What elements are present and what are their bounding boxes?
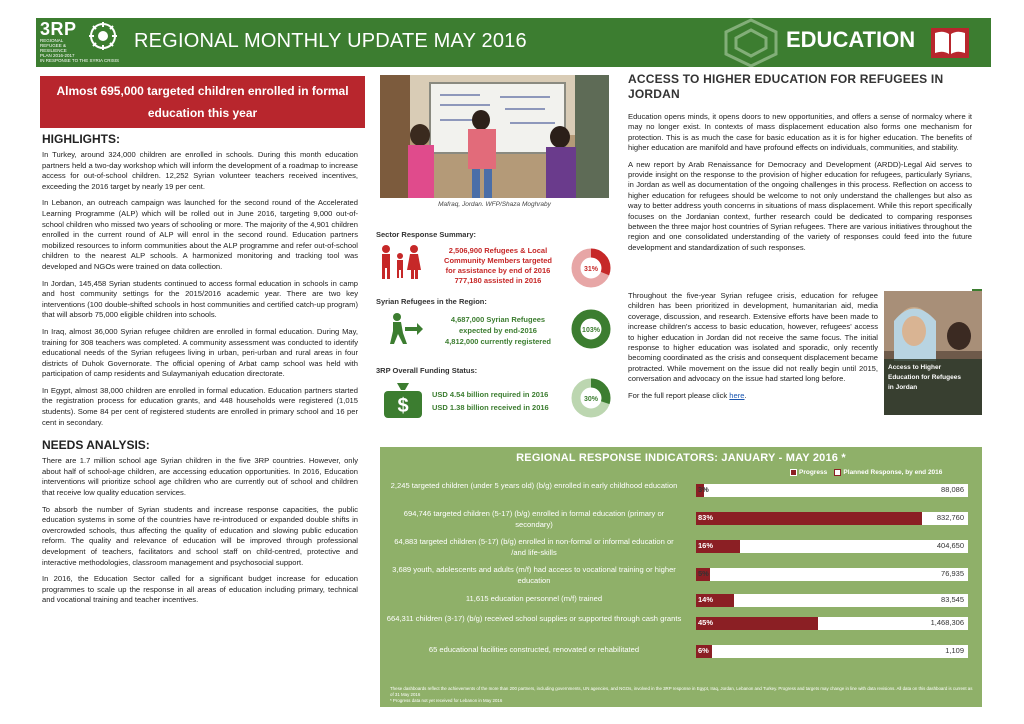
indicator-bar (696, 484, 968, 497)
article-paragraph: Education opens minds, it opens doors to new opportunities, and offers a sense of normalcy where it may no longer exist. In contexts of mass displacement education also forms one mechanism for protection. This is as much the case for basic education as it is for higher education. The benefits of higher education are manifold and have profound effects on individuals, communities, and stability. (628, 112, 972, 153)
sector-assisted-line: 777,180 assisted in 2016 (454, 276, 542, 285)
report-cover-image (884, 291, 982, 415)
indicators-legend (790, 469, 942, 476)
sector-target-line1: 2,506,900 Refugees & Local (448, 246, 548, 255)
sector-progress-donut (570, 247, 612, 289)
indicator-bar (696, 512, 968, 525)
indicator-progress-label: 83% (698, 513, 714, 522)
indicator-bar (696, 617, 968, 630)
full-report-link[interactable]: here (729, 390, 745, 400)
indicator-target: 832,760 (936, 513, 964, 522)
logo-line: REFUGEE & (40, 43, 67, 48)
highlight-paragraph: In Lebanon, an outreach campaign was launched for the second round of the Accelerated Learning Programme (ALP) which will be rolled out in June 2016, targeting 9,000 out-of-school children who missed two years of schooling or more. The majority of the 4,901 children enrolled in the current round of ALP will enrol in the second round. Education partners mobilized resources to inform communities about the ALP programme and refer out-of-school children to the nearest ALP schools. A harmonized monitoring and tracking tool was developed and NGOs were trained on data collection. (42, 198, 358, 271)
refugees-registered-line: 4,812,000 currently registered (445, 337, 551, 346)
article-title: ACCESS TO HIGHER EDUCATION FOR REFUGEES IN JORDAN (628, 72, 944, 101)
funding-label: 3RP Overall Funding Status: (376, 366, 478, 375)
indicator-progress-fill (696, 512, 922, 525)
refugees-label: Syrian Refugees in the Region: (376, 297, 487, 306)
needs-analysis-title: NEEDS ANALYSIS: (42, 438, 150, 453)
indicator-label: 2,245 targeted children (under 5 years old) (b/g) enrolled in early childhood education (390, 481, 678, 490)
watermark-emblem-icon (716, 18, 786, 67)
indicator-target: 1,109 (945, 646, 964, 655)
needs-paragraph: There are 1.7 million school age Syrian children in the five 3RP countries. However, only about half of school-age children, are accessing education opportunities. In 2016, Education interventions will prioritize school age children who are currently out of school and children that receive low quality education services. (42, 456, 358, 498)
report-cover-line: Access to Higher (888, 364, 942, 371)
indicator-bar (696, 568, 968, 581)
funding-required-line: USD 4.54 billion required in 2016 (432, 390, 549, 399)
report-cover-line: Education for Refugees (888, 374, 961, 381)
logo-line: IN RESPONSE TO THE SYRIA CRISIS (40, 58, 120, 63)
indicator-target: 404,650 (936, 541, 964, 550)
highlight-paragraph: In Jordan, 145,458 Syrian students continued to access formal education in schools in camp and host community settings for the 2015/2016 academic year. There are two key interventions (100 double-shifted schools in host communities and certified catch-up program) that will absorb 75,000 eligible children into schools. (42, 278, 358, 320)
highlight-paragraph: In Turkey, around 324,000 children are enrolled in schools. During this month education partners held a two-day workshop which will inform the development of a roadmap to increase access for out-of-school children. 12,252 Syrian volunteer teachers received incentives, exceeding the 2016 target by nearly 19 per cent. (42, 150, 358, 191)
needs-paragraph: To absorb the number of Syrian students and increase response capacities, the public education systems in some of the countries have re-introduced or expanded double shifts in overcrowded schools, thus affecting the quality of education and slowing public education reform. The quality and relevance of education will be improved through professional development of teachers, facilitators and school staff on child-centred, protective and interactive methodologies, classroom management and psychosocial support. (42, 504, 358, 567)
indicator-progress-label: 6% (698, 646, 709, 655)
indicator-bar (696, 594, 968, 607)
indicator-target: 83,545 (941, 595, 964, 604)
highlight-paragraph: In Iraq, almost 36,000 Syrian refugee children are enrolled in formal education. During May, training for 308 teachers was completed. A community assessment was conducted to identify educational needs of the Syrian refugees living in urban, peri-urban and rural areas in four districts of Duhok Governorate. The official opening of Arbat camp school was held with participation of camp residents and Sulaymaniyah education directorate. (42, 326, 358, 379)
money-bag-icon (383, 381, 423, 419)
refugees-expected-line2: expected by end-2016 (459, 326, 537, 335)
indicator-bar (696, 540, 968, 553)
legend-progress-label: Progress (799, 469, 828, 477)
regional-indicators-panel (380, 447, 982, 707)
indicator-target: 1,468,306 (930, 618, 964, 627)
3rp-emblem-icon (88, 21, 118, 51)
indicator-progress-label: 16% (698, 541, 714, 550)
logo-line: REGIONAL (40, 38, 64, 43)
walking-person-icon (383, 313, 423, 345)
header-band (36, 18, 991, 67)
sector-summary-label: Sector Response Summary: (376, 230, 477, 239)
indicator-row (380, 641, 982, 665)
indicator-row (380, 536, 982, 560)
indicators-footnote (390, 686, 975, 704)
indicator-progress-label: 45% (698, 618, 714, 627)
photo-caption: Mafraq, Jordan. WFP/Shaza Moghraby (438, 201, 551, 208)
full-report-prefix: For the full report please click (628, 390, 730, 400)
logo-acronym: 3RP (40, 19, 77, 39)
full-report-line (628, 391, 878, 401)
page-title: REGIONAL MONTHLY UPDATE MAY 2016 (134, 30, 527, 52)
book-icon (930, 27, 970, 59)
legend-planned-swatch (834, 469, 841, 476)
indicator-progress-label: 14% (698, 595, 714, 604)
funding-progress-label: 30% (583, 396, 599, 403)
headline-banner: Almost 695,000 targeted children enrolled in formal education this year (40, 76, 365, 128)
indicator-label: 664,311 children (3-17) (b/g) received school supplies or supported through cash grants (386, 614, 682, 623)
article-paragraph: A new report by Arab Renaissance for Democracy and Development (ARDD)-Legal Aid serves to provide insight on the response to the provision of higher education for refugees, particularly Syrians, in Jordan as well as documentation of the ongoing challenges in this process. Reflection on access to higher education for refugees should be welcome to not only understand the challenges but also as way to better address youth concerns in situations of mass displacement. While this report specifically focuses on the Jordanian context, further research could be dedicated to comparing responses between the three major host countries of Syrian refugees. There are various initiatives throughout the region and one consolidated understanding of the variety of responses could feed into the future development and standardization of such responses. (628, 159, 972, 252)
report-cover-line: in Jordan (888, 384, 918, 391)
refugees-progress-donut (570, 308, 612, 350)
article-body-top (628, 112, 972, 259)
article-paragraph: Throughout the five-year Syrian refugee crisis, education for refugee children has been prioritized in development, humanitarian aid, media coverage, discussion, and research. Extensive efforts have been made to increase children's access to basic education, however, refugees' access to higher education in Jordan did not receive the same focus. The initial response to higher education was isolated and sporadic, only recently becoming coordinated as the crisis and consequent displacement became protracted. While movement on the issue did not really begin until 2015, conversation and advocacy on the issue had started long before. (628, 291, 878, 384)
footnote-text: These dashboards reflect the achievements of the more than 200 partners, including governments, UN agencies, and NGOs, involved in the 3RP response in Egypt, Iraq, Jordan, Lebanon and Turkey. Progress and targets may change in line with data revisions. All data on this dashboard is current as of 31 May 2016 (390, 686, 973, 697)
indicator-progress-fill (696, 617, 818, 630)
full-report-suffix: . (744, 390, 747, 400)
indicator-bar (696, 645, 968, 658)
sector-progress-label: 31% (583, 266, 599, 273)
indicator-target: 88,086 (941, 485, 964, 494)
indicator-progress-label: 3% (698, 485, 709, 494)
indicator-row (380, 613, 982, 637)
family-icon (378, 244, 423, 280)
highlights-title: HIGHLIGHTS: (42, 132, 120, 146)
indicator-target: 76,935 (941, 569, 964, 578)
indicators-title: REGIONAL RESPONSE INDICATORS: JANUARY - MAY 2016 * (516, 452, 846, 464)
legend-planned-label: Planned Response, by end 2016 (843, 469, 943, 477)
sector-target-line2: Community Members targeted (444, 256, 552, 265)
section-title: EDUCATION (786, 27, 916, 52)
refugees-progress-label: 103% (582, 327, 600, 334)
indicator-row (380, 508, 982, 532)
highlight-paragraph: In Egypt, almost 38,000 children are enrolled in formal education. Education partners started the registration process for education grants, and 448 households were registered (1,015 students). Some 84 per cent of registered students are enrolled in primary school and 16 per cent in secondary. (42, 385, 358, 427)
indicator-row (380, 480, 982, 504)
needs-paragraph: In 2016, the Education Sector called for a significant budget increase for education programmes to scale up the response in all areas of education including primary, technical and vocational training and teacher incentives. (42, 574, 358, 605)
funding-progress-donut (570, 377, 612, 419)
logo-line: PLAN 2016-2017 (40, 53, 75, 58)
indicator-progress-label: 5% (698, 569, 709, 578)
indicator-label: 65 educational facilities constructed, renovated or rehabilitated (428, 645, 640, 654)
footnote-asterisk: * Progress data not yet received for Lebanon in May 2016 (390, 698, 503, 703)
svg-text:$: $ (397, 395, 409, 417)
left-column (42, 132, 358, 612)
sector-target-line3: for assistance by end of 2016 (445, 266, 551, 275)
classroom-photo (380, 75, 609, 198)
funding-received-line: USD 1.38 billion received in 2016 (432, 403, 549, 412)
indicator-label: 11,615 education personnel (m/f) trained (465, 594, 603, 603)
legend-progress-swatch (790, 469, 797, 476)
indicator-row (380, 564, 982, 588)
indicator-label: 64,883 targeted children (5-17) (b/g) enrolled in non-formal or informal education or /and life-skills (394, 537, 674, 557)
indicator-row (380, 590, 982, 614)
report-cover-title (888, 363, 961, 393)
refugees-expected-line1: 4,687,000 Syrian Refugees (450, 315, 546, 324)
article-body-side (628, 291, 878, 407)
report-cover-thumbnail[interactable] (884, 291, 982, 415)
indicator-label: 694,746 targeted children (5-17) (b/g) enrolled in formal education (primary or secondary) (403, 509, 665, 529)
indicator-label: 3,689 youth, adolescents and adults (m/f) had access to vocational training or higher education (392, 565, 676, 585)
logo-line: RESILIENCE (40, 48, 67, 53)
